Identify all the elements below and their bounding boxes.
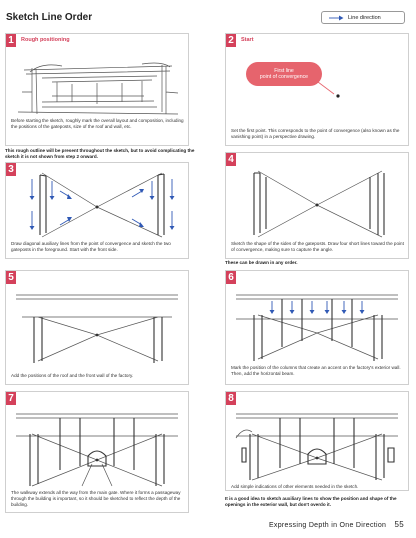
- step-4-note: These can be drawn in any order.: [225, 260, 298, 265]
- step-number: 3: [6, 163, 16, 176]
- step-5-card: [5, 270, 189, 385]
- legend-box: [321, 11, 405, 24]
- step-caption: The walkway extends all the way from the main gate. Where it forms a passageway through the building is important, so it should be sketched to reflect the depth of the building.: [11, 490, 181, 507]
- step-caption: Set the first point. This corresponds to the point of convergence (also known as the vanishing point) in a perspective drawing.: [231, 128, 400, 139]
- step-1-card: [5, 33, 189, 146]
- step-label: Start: [241, 37, 254, 43]
- footer-text: Expressing Depth in One Direction: [268, 522, 387, 529]
- step-caption: Before starting the sketch, roughly mark the overall layout and composition, including the positions of the gateposts, size of the roof and wall, etc.: [11, 118, 184, 129]
- step-2-card: [225, 33, 409, 146]
- step-4-card: [225, 152, 409, 259]
- step-number: 7: [6, 392, 16, 405]
- step-number: 4: [226, 153, 236, 166]
- step-4-sketch: [232, 167, 402, 239]
- step-3-card: [5, 162, 189, 259]
- step-number: 5: [6, 271, 16, 284]
- step-caption: Draw diagonal auxiliary lines from the point of convergence and sketch the two gateposts in the foreground. Start with the front side.: [11, 241, 171, 252]
- step-6-sketch: [232, 285, 402, 363]
- step-number: 2: [226, 34, 236, 47]
- step-6-card: [225, 270, 409, 385]
- step-number: 1: [6, 34, 16, 47]
- arrow-icons: [270, 301, 365, 314]
- callout-bubble: [246, 62, 322, 86]
- page-number: 55: [394, 520, 404, 529]
- step-number: 8: [226, 392, 236, 405]
- step-1-sketch: [12, 52, 182, 122]
- page-footer: [269, 520, 404, 529]
- step-8-note: It is a good idea to sketch auxiliary lines to show the position and shape of the openings in the exterior wall, but don't overdo it.: [225, 496, 397, 507]
- convergence-callout: [246, 62, 346, 102]
- step-number: 6: [226, 271, 236, 284]
- step-8-sketch: [232, 408, 402, 482]
- step-1-note: This rough outline will be present throughout the sketch, but to avoid complicating the sketch it is not shown from step 2 onward.: [5, 148, 195, 159]
- step-label: Rough positioning: [21, 37, 70, 43]
- step-3-sketch: [12, 167, 182, 239]
- step-5-sketch: [12, 285, 182, 371]
- step-caption: Mark the position of the columns that create an accent on the factory's exterior wall. Then, add the horizontal beam.: [231, 365, 401, 376]
- bubble-line-2: point of convergence: [259, 74, 309, 80]
- blue-arrow-icon: [328, 15, 344, 21]
- step-8-card: [225, 391, 409, 491]
- bubble-line-1: First line: [274, 67, 294, 74]
- step-caption: Add simple indications of other elements needed in the sketch.: [231, 484, 359, 489]
- step-caption: Sketch the shape of the sides of the gateposts. Draw four short lines toward the point of convergence, making sure to capture the angle.: [231, 241, 404, 252]
- step-caption: Add the positions of the roof and the front wall of the factory.: [11, 373, 134, 378]
- legend-label: Line direction: [348, 14, 381, 21]
- step-7-card: [5, 391, 189, 513]
- convergence-point: [316, 80, 346, 102]
- step-7-sketch: [12, 408, 182, 488]
- page-title: Sketch Line Order: [6, 12, 93, 23]
